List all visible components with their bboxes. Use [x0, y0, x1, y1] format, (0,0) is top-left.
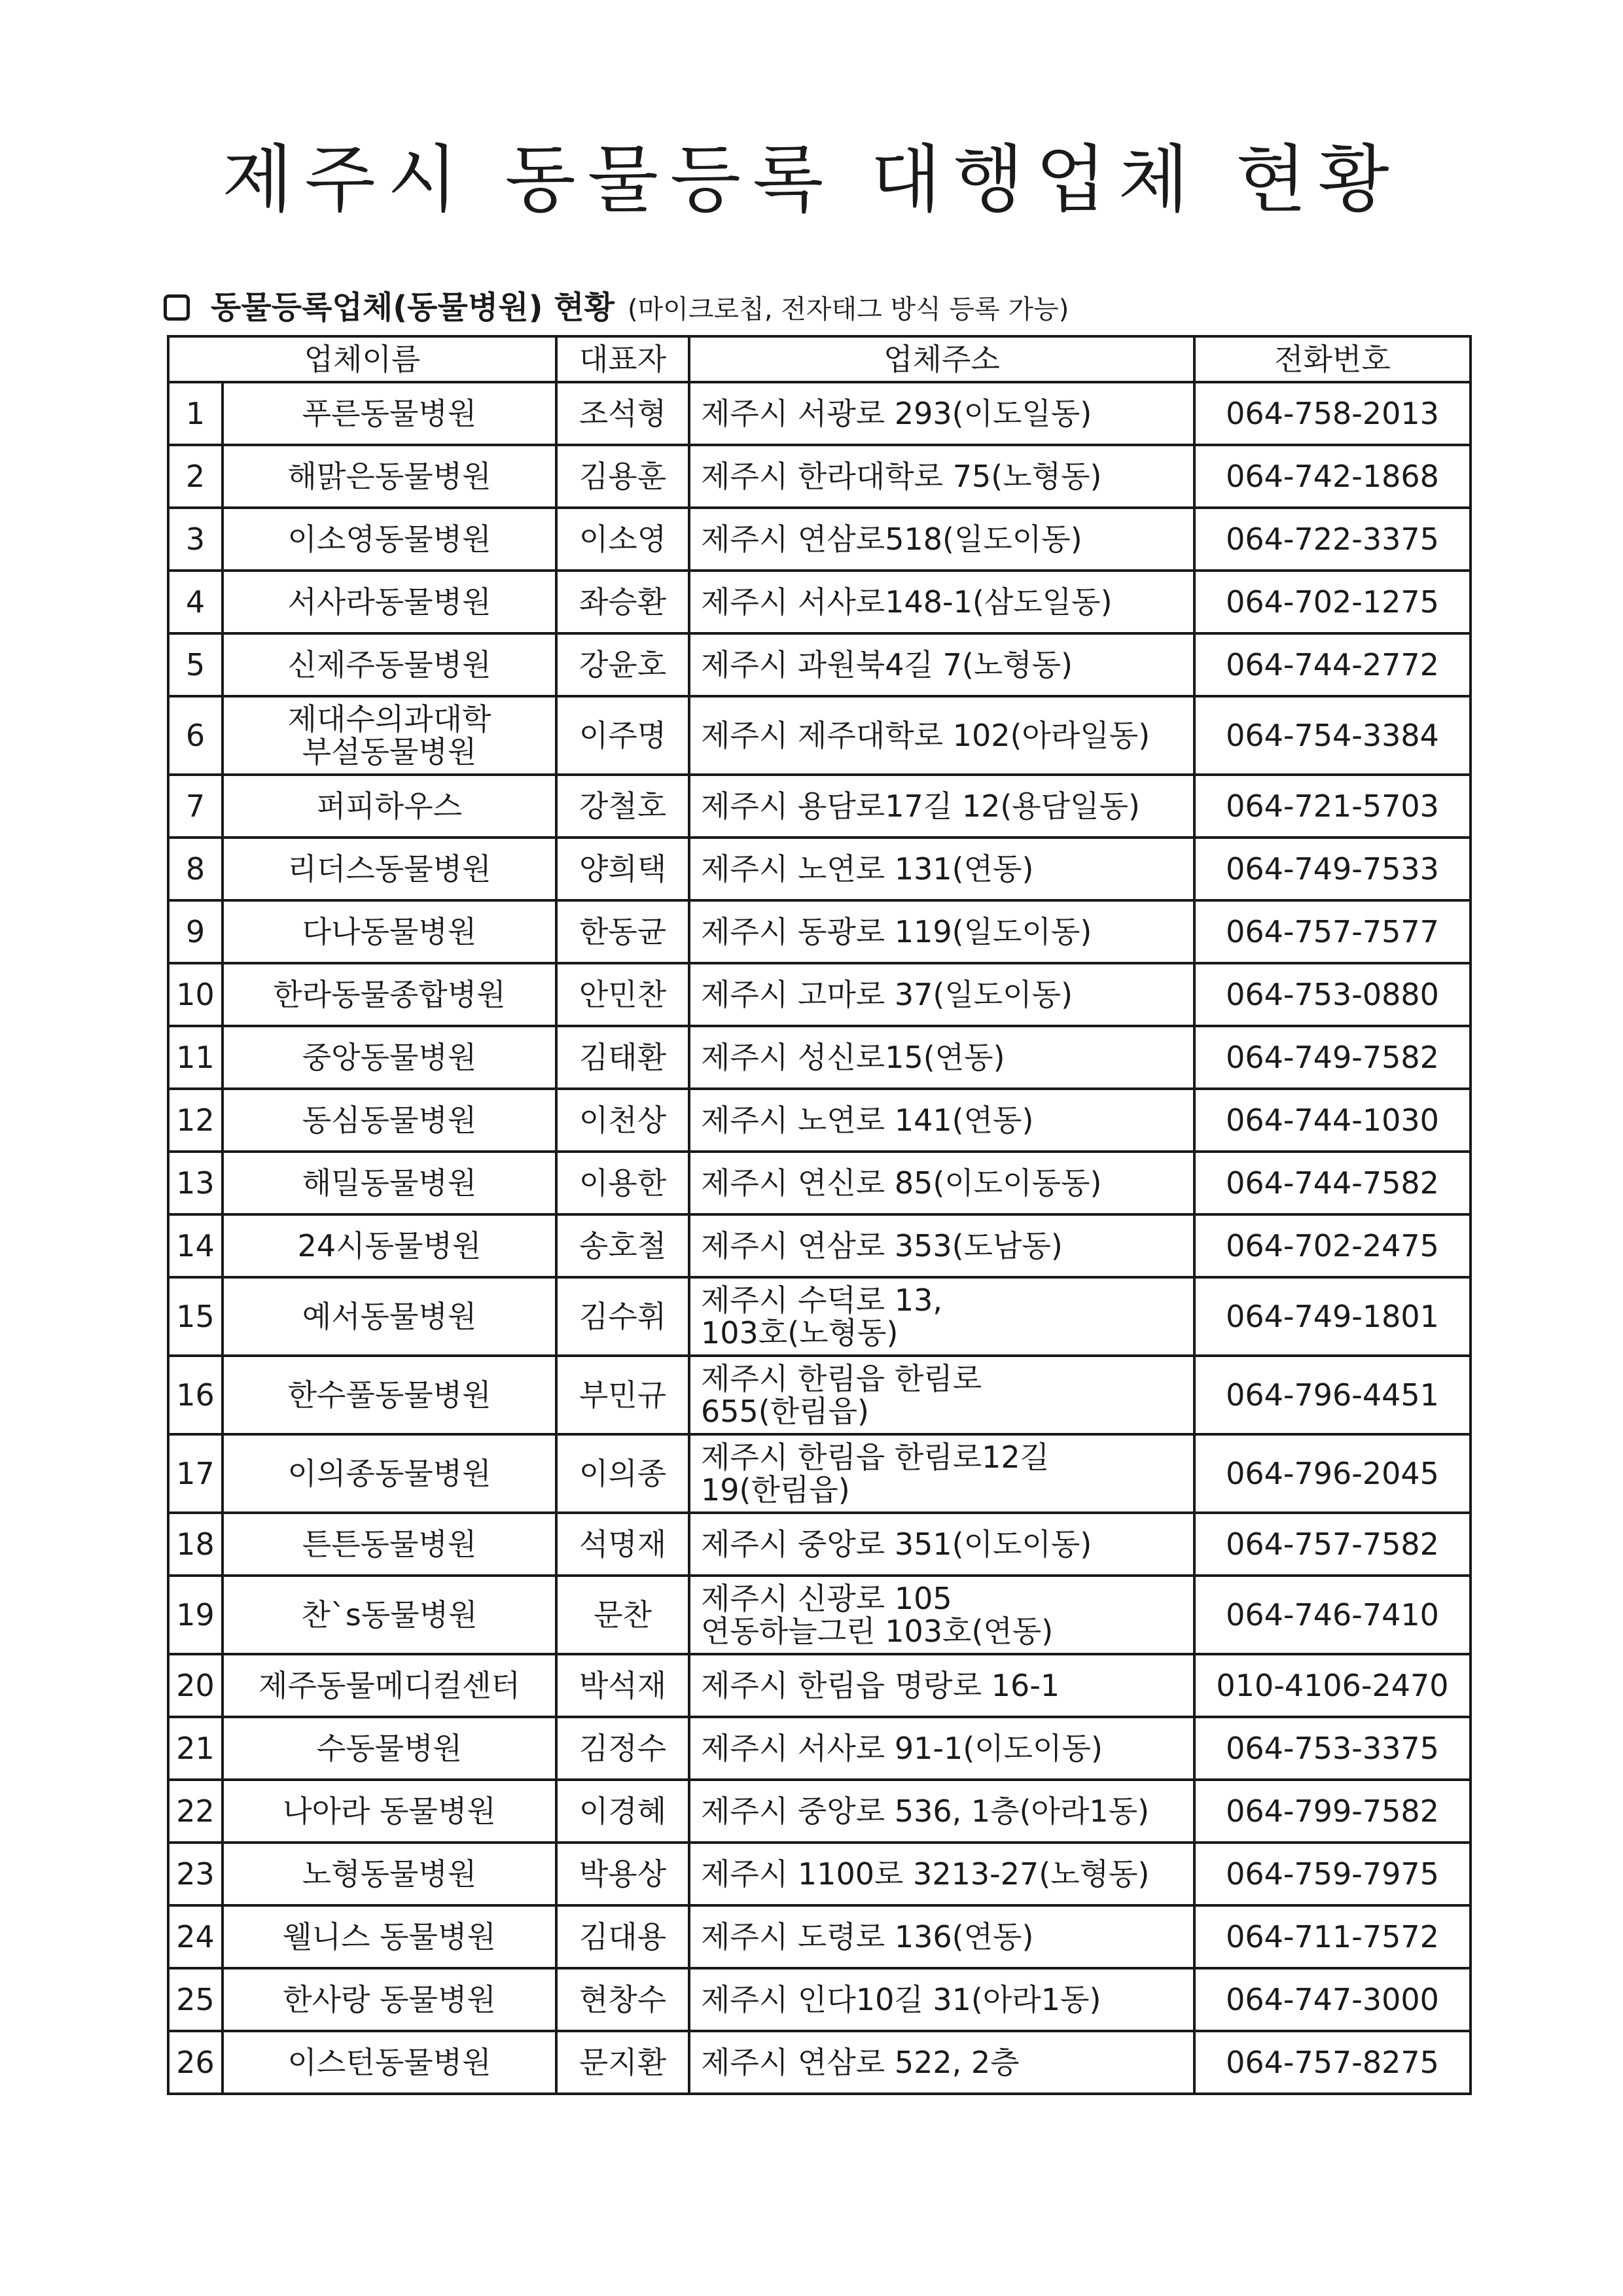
address: [689, 1968, 1194, 2031]
representative-text: 김대용: [579, 1919, 667, 1954]
address: [689, 1513, 1194, 1576]
table-row: [168, 571, 1471, 633]
address: [689, 445, 1194, 508]
address: [689, 1026, 1194, 1089]
phone-number-text: 064-702-1275: [1226, 584, 1439, 620]
representative: [556, 900, 689, 963]
table-row: [168, 696, 1471, 775]
representative: [556, 963, 689, 1026]
phone-number: [1194, 1780, 1471, 1843]
representative: [556, 775, 689, 838]
clinic-name: [223, 1968, 556, 2031]
address-text: 제주시 연삼로 353(도남동): [701, 1228, 1063, 1263]
row-number: [168, 1780, 223, 1843]
clinic-name: [223, 1843, 556, 1905]
phone-number: [1194, 838, 1471, 900]
table-row: [168, 1152, 1471, 1214]
phone-number: [1194, 963, 1471, 1026]
representative-text: 이천상: [579, 1103, 667, 1138]
table-row: [168, 1356, 1471, 1434]
address: [689, 1356, 1194, 1434]
row-number: [168, 1434, 223, 1513]
representative: [556, 1277, 689, 1356]
representative-text: 이의종: [579, 1456, 667, 1491]
address: [689, 382, 1194, 445]
row-number: [168, 571, 223, 633]
clinic-name: [223, 1434, 556, 1513]
representative-text: 현창수: [579, 1982, 667, 2017]
section-heading: 동물등록업체(동물병원) 현황: [211, 289, 615, 326]
phone-number-text: 064-744-2772: [1226, 647, 1439, 682]
table-row: [168, 900, 1471, 963]
address-text: 제주시 연삼로 522, 2층: [701, 2045, 1020, 2080]
address-text: 제주시 제주대학로 102(아라일동): [701, 718, 1150, 753]
representative: [556, 1717, 689, 1780]
row-number: [168, 1905, 223, 1968]
phone-number: [1194, 1089, 1471, 1152]
phone-number-text: 064-799-7582: [1226, 1793, 1439, 1829]
clinic-name: [223, 1717, 556, 1780]
table-row: [168, 2031, 1471, 2094]
address: [689, 1576, 1194, 1654]
clinic-name-text: 수동물병원: [316, 1731, 463, 1766]
phone-number-text: 064-757-7582: [1226, 1527, 1439, 1562]
clinic-name: [223, 1152, 556, 1214]
clinic-name-text: 이의종동물병원: [287, 1456, 491, 1491]
row-number: [168, 1089, 223, 1152]
clinic-name: [223, 382, 556, 445]
row-number-text: 15: [176, 1299, 215, 1334]
representative-text: 송호철: [579, 1228, 667, 1263]
address: [689, 2031, 1194, 2094]
representative: [556, 571, 689, 633]
row-number-text: 26: [176, 2045, 215, 2080]
table-row: [168, 1968, 1471, 2031]
row-number: [168, 696, 223, 775]
row-number-text: 20: [176, 1668, 215, 1703]
phone-number-text: 064-711-7572: [1226, 1919, 1439, 1954]
clinic-name-text: 다나동물병원: [302, 914, 477, 949]
representative: [556, 1152, 689, 1214]
row-number-text: 3: [185, 521, 205, 557]
phone-number-text: 064-796-2045: [1226, 1456, 1439, 1491]
phone-number-text: 064-721-5703: [1226, 788, 1439, 824]
clinic-name-text: 24시동물병원: [297, 1228, 482, 1263]
representative-text: 강철호: [579, 788, 667, 824]
row-number-text: 6: [185, 718, 205, 753]
phone-number-text: 064-758-2013: [1226, 396, 1439, 431]
address: [689, 571, 1194, 633]
section-header: [164, 287, 1069, 330]
representative-text: 김정수: [579, 1731, 667, 1766]
phone-number-text: 064-759-7975: [1226, 1856, 1439, 1892]
representative: [556, 1026, 689, 1089]
clinic-name-text: 노형동물병원: [302, 1856, 477, 1892]
table-row: [168, 382, 1471, 445]
phone-number: [1194, 1026, 1471, 1089]
representative: [556, 1214, 689, 1277]
row-number-text: 23: [176, 1856, 215, 1892]
clinic-name: [223, 1654, 556, 1717]
clinic-name-text: 중앙동물병원: [302, 1040, 477, 1075]
checkbox-square-icon: [164, 294, 190, 321]
representative-text: 문지환: [579, 2045, 667, 2080]
clinic-name-text: 해맑은동물병원: [287, 459, 491, 494]
address-text: 제주시 한라대학로 75(노형동): [701, 459, 1102, 494]
address-text: 제주시 수덕로 13, 103호(노형동): [701, 1282, 943, 1351]
row-number: [168, 1968, 223, 2031]
address-text: 제주시 노연로 141(연동): [701, 1103, 1034, 1138]
address: [689, 1277, 1194, 1356]
address: [689, 1654, 1194, 1717]
address: [689, 1717, 1194, 1780]
representative: [556, 1843, 689, 1905]
row-number: [168, 838, 223, 900]
clinic-name-text: 서사라동물병원: [287, 584, 491, 620]
clinic-name: [223, 963, 556, 1026]
representative-text: 박석재: [579, 1668, 667, 1703]
table-row: [168, 775, 1471, 838]
address-text: 제주시 한림읍 한림로12길 19(한림읍): [701, 1439, 1050, 1508]
representative: [556, 1356, 689, 1434]
representative-text: 조석형: [579, 396, 667, 431]
address: [689, 900, 1194, 963]
row-number: [168, 1513, 223, 1576]
phone-number-text: 064-753-3375: [1226, 1731, 1439, 1766]
phone-number-text: 064-747-3000: [1226, 1982, 1439, 2017]
row-number: [168, 1214, 223, 1277]
phone-number: [1194, 508, 1471, 571]
representative: [556, 1576, 689, 1654]
address-text: 제주시 동광로 119(일도이동): [701, 914, 1092, 949]
row-number-text: 4: [185, 584, 205, 620]
representative: [556, 382, 689, 445]
address-text: 제주시 서광로 293(이도일동): [701, 396, 1092, 431]
phone-number: [1194, 1576, 1471, 1654]
phone-number-text: 064-753-0880: [1226, 977, 1439, 1012]
representative-text: 이주명: [579, 718, 667, 753]
address: [689, 696, 1194, 775]
clinic-name-text: 나아라 동물병원: [283, 1793, 496, 1829]
address: [689, 838, 1194, 900]
phone-number-text: 064-742-1868: [1226, 459, 1439, 494]
row-number-text: 12: [176, 1103, 215, 1138]
phone-number-text: 064-746-7410: [1226, 1597, 1439, 1633]
representative: [556, 1780, 689, 1843]
row-number-text: 1: [185, 396, 205, 431]
address-text: 제주시 한림읍 명랑로 16-1: [701, 1668, 1060, 1703]
representative: [556, 633, 689, 696]
address: [689, 1780, 1194, 1843]
address-text: 제주시 중앙로 536, 1층(아라1동): [701, 1793, 1150, 1829]
clinic-name: [223, 1780, 556, 1843]
clinic-name-text: 웰니스 동물병원: [283, 1919, 496, 1954]
phone-number: [1194, 2031, 1471, 2094]
phone-number: [1194, 1654, 1471, 1717]
address-text: 제주시 신광로 105 연동하늘그린 103호(연동): [701, 1581, 1054, 1649]
representative: [556, 1654, 689, 1717]
phone-number-text: 064-749-1801: [1226, 1299, 1439, 1334]
phone-number: [1194, 1717, 1471, 1780]
row-number-text: 10: [176, 977, 215, 1012]
address-text: 제주시 한림읍 한림로 655(한림읍): [701, 1361, 982, 1429]
address: [689, 775, 1194, 838]
clinic-name-text: 퍼피하우스: [316, 788, 463, 824]
row-number: [168, 382, 223, 445]
clinic-name-text: 이스턴동물병원: [287, 2045, 491, 2080]
address-text: 제주시 용담로17길 12(용담일동): [701, 788, 1140, 824]
row-number: [168, 1843, 223, 1905]
representative: [556, 1089, 689, 1152]
phone-number: [1194, 1434, 1471, 1513]
header-phone: 전화번호: [1194, 336, 1471, 382]
representative-text: 한동균: [579, 914, 667, 949]
clinic-name-text: 튼튼동물병원: [302, 1527, 477, 1562]
representative: [556, 508, 689, 571]
table-row: [168, 1717, 1471, 1780]
representative-text: 이소영: [579, 521, 667, 557]
table-row: [168, 1843, 1471, 1905]
row-number: [168, 1152, 223, 1214]
clinic-name-text: 푸른동물병원: [302, 396, 477, 431]
address: [689, 508, 1194, 571]
representative-text: 강윤호: [579, 647, 667, 682]
phone-number-text: 064-744-7582: [1226, 1165, 1439, 1201]
phone-number: [1194, 1843, 1471, 1905]
phone-number-text: 010-4106-2470: [1216, 1668, 1449, 1703]
phone-number-text: 064-744-1030: [1226, 1103, 1439, 1138]
clinic-name: [223, 571, 556, 633]
table-row: [168, 1654, 1471, 1717]
address: [689, 1843, 1194, 1905]
clinic-name: [223, 633, 556, 696]
table-row: [168, 1277, 1471, 1356]
phone-number: [1194, 1214, 1471, 1277]
representative: [556, 445, 689, 508]
clinic-name: [223, 1277, 556, 1356]
phone-number-text: 064-754-3384: [1226, 718, 1439, 753]
row-number-text: 2: [185, 459, 205, 494]
address: [689, 633, 1194, 696]
clinic-name-text: 찬`s동물병원: [301, 1597, 478, 1633]
phone-number-text: 064-796-4451: [1226, 1377, 1439, 1413]
header-name: 업체이름: [168, 336, 556, 382]
representative-text: 양희택: [579, 851, 667, 887]
row-number-text: 22: [176, 1793, 215, 1829]
row-number: [168, 963, 223, 1026]
address: [689, 1152, 1194, 1214]
clinic-name: [223, 1026, 556, 1089]
address-text: 제주시 중앙로 351(이도이동): [701, 1527, 1092, 1562]
phone-number: [1194, 571, 1471, 633]
clinic-name: [223, 696, 556, 775]
row-number: [168, 1717, 223, 1780]
address: [689, 1905, 1194, 1968]
table-row: [168, 508, 1471, 571]
representative-text: 문찬: [594, 1597, 652, 1633]
address-text: 제주시 과원북4길 7(노형동): [701, 647, 1073, 682]
clinic-name-text: 제대수의과대학 부설동물병원: [287, 701, 491, 769]
phone-number: [1194, 1905, 1471, 1968]
phone-number: [1194, 445, 1471, 508]
representative: [556, 2031, 689, 2094]
row-number-text: 24: [176, 1919, 215, 1954]
row-number: [168, 1356, 223, 1434]
clinic-name: [223, 838, 556, 900]
representative: [556, 696, 689, 775]
table-row: [168, 633, 1471, 696]
representative: [556, 1513, 689, 1576]
representative: [556, 838, 689, 900]
phone-number: [1194, 1356, 1471, 1434]
row-number-text: 16: [176, 1377, 215, 1413]
table-row: [168, 1026, 1471, 1089]
address: [689, 963, 1194, 1026]
row-number: [168, 445, 223, 508]
address: [689, 1214, 1194, 1277]
table-row: [168, 1780, 1471, 1843]
address-text: 제주시 서사로 91-1(이도이동): [701, 1731, 1103, 1766]
table-row: [168, 838, 1471, 900]
address: [689, 1434, 1194, 1513]
phone-number: [1194, 1968, 1471, 2031]
address-text: 제주시 도령로 136(연동): [701, 1919, 1034, 1954]
row-number-text: 11: [176, 1040, 215, 1075]
row-number: [168, 1277, 223, 1356]
clinic-name-text: 한사랑 동물병원: [283, 1982, 496, 2017]
phone-number: [1194, 775, 1471, 838]
row-number-text: 17: [176, 1456, 215, 1491]
representative: [556, 1905, 689, 1968]
representative-text: 김태환: [579, 1040, 667, 1075]
row-number-text: 18: [176, 1527, 215, 1562]
address-text: 제주시 1100로 3213-27(노형동): [701, 1856, 1150, 1892]
row-number-text: 9: [185, 914, 205, 949]
phone-number-text: 064-757-8275: [1226, 2045, 1439, 2080]
clinic-name-text: 예서동물병원: [302, 1299, 477, 1334]
representative-text: 이경혜: [579, 1793, 667, 1829]
address-text: 제주시 연신로 85(이도이동동): [701, 1165, 1102, 1201]
table-header-row: [168, 336, 1471, 382]
phone-number: [1194, 633, 1471, 696]
row-number: [168, 1576, 223, 1654]
phone-number: [1194, 1513, 1471, 1576]
address-text: 제주시 인다10길 31(아라1동): [701, 1982, 1101, 2017]
row-number: [168, 633, 223, 696]
clinic-name: [223, 2031, 556, 2094]
phone-number: [1194, 1277, 1471, 1356]
clinic-name-text: 신제주동물병원: [287, 647, 491, 682]
phone-number-text: 064-749-7582: [1226, 1040, 1439, 1075]
clinic-name: [223, 1214, 556, 1277]
table-row: [168, 1513, 1471, 1576]
address-text: 제주시 성신로15(연동): [701, 1040, 1005, 1075]
address-text: 제주시 연삼로518(일도이동): [701, 521, 1082, 557]
row-number-text: 7: [185, 788, 205, 824]
table-row: [168, 1214, 1471, 1277]
phone-number: [1194, 382, 1471, 445]
page-title: 제주시 동물등록 대행업체 현황: [222, 137, 1401, 222]
clinic-name: [223, 1905, 556, 1968]
clinic-name-text: 해밀동물병원: [302, 1165, 477, 1201]
table-row: [168, 1905, 1471, 1968]
representative-text: 김용훈: [579, 459, 667, 494]
phone-number: [1194, 1152, 1471, 1214]
clinic-table: [167, 335, 1472, 2095]
header-representative: 대표자: [556, 336, 689, 382]
clinic-name: [223, 1356, 556, 1434]
phone-number: [1194, 900, 1471, 963]
phone-number-text: 064-749-7533: [1226, 851, 1439, 887]
clinic-name-text: 제주동물메디컬센터: [259, 1668, 520, 1703]
representative-text: 이용한: [579, 1165, 667, 1201]
address-text: 제주시 서사로148-1(삼도일동): [701, 584, 1113, 620]
clinic-name-text: 리더스동물병원: [287, 851, 491, 887]
clinic-name: [223, 1089, 556, 1152]
row-number-text: 25: [176, 1982, 215, 2017]
representative: [556, 1968, 689, 2031]
clinic-name: [223, 1513, 556, 1576]
representative-text: 석명재: [579, 1527, 667, 1562]
table-row: [168, 1089, 1471, 1152]
phone-number-text: 064-722-3375: [1226, 521, 1439, 557]
clinic-name: [223, 1576, 556, 1654]
representative-text: 안민찬: [579, 977, 667, 1012]
row-number: [168, 1026, 223, 1089]
clinic-name-text: 한수풀동물병원: [287, 1377, 491, 1413]
address-text: 제주시 노연로 131(연동): [701, 851, 1034, 887]
address-text: 제주시 고마로 37(일도이동): [701, 977, 1073, 1012]
clinic-name: [223, 775, 556, 838]
phone-number: [1194, 696, 1471, 775]
row-number-text: 8: [185, 851, 205, 887]
address: [689, 1089, 1194, 1152]
clinic-name-text: 이소영동물병원: [287, 521, 491, 557]
row-number: [168, 775, 223, 838]
row-number-text: 14: [176, 1228, 215, 1263]
row-number: [168, 2031, 223, 2094]
representative: [556, 1434, 689, 1513]
clinic-name: [223, 900, 556, 963]
row-number-text: 5: [185, 647, 205, 682]
clinic-name-text: 한라동물종합병원: [273, 977, 506, 1012]
row-number: [168, 508, 223, 571]
representative-text: 박용상: [579, 1856, 667, 1892]
header-address: 업체주소: [689, 336, 1194, 382]
phone-number-text: 064-757-7577: [1226, 914, 1439, 949]
row-number: [168, 900, 223, 963]
row-number: [168, 1654, 223, 1717]
phone-number-text: 064-702-2475: [1226, 1228, 1439, 1263]
section-note: (마이크로칩, 전자태그 방식 등록 가능): [628, 294, 1069, 325]
table-row: [168, 1576, 1471, 1654]
clinic-name: [223, 508, 556, 571]
table-row: [168, 1434, 1471, 1513]
table-row: [168, 445, 1471, 508]
representative-text: 김수휘: [579, 1299, 667, 1334]
row-number-text: 21: [176, 1731, 215, 1766]
representative-text: 부민규: [579, 1377, 667, 1413]
representative-text: 좌승환: [579, 584, 667, 620]
row-number-text: 13: [176, 1165, 215, 1201]
table-body: [168, 382, 1471, 2094]
clinic-name: [223, 445, 556, 508]
row-number-text: 19: [176, 1597, 215, 1633]
table-row: [168, 963, 1471, 1026]
clinic-name-text: 동심동물병원: [302, 1103, 477, 1138]
